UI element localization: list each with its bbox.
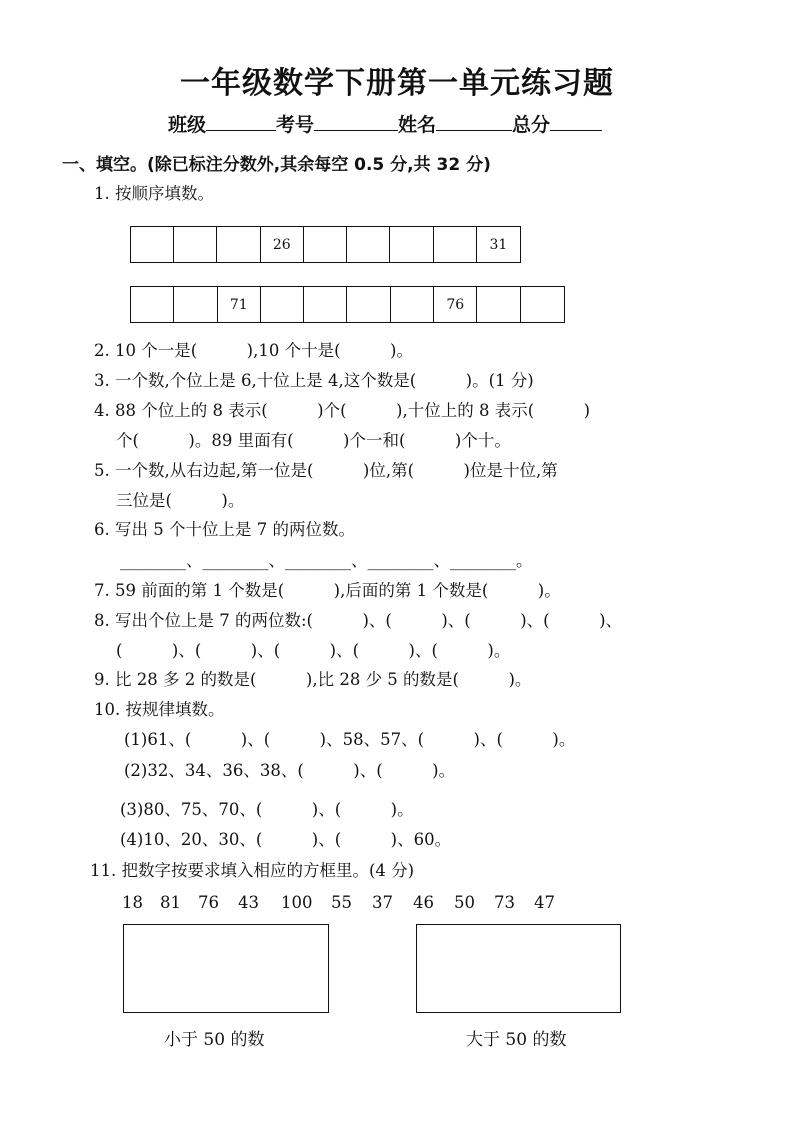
number-item[interactable]: 46	[413, 893, 434, 912]
number-item[interactable]: 37	[372, 893, 393, 912]
class-label: 班级	[168, 114, 207, 136]
question-8-line-1: 8. 写出个位上是 7 的两位数:( )、( )、( )、( )、	[94, 611, 623, 630]
grid-cell: 31	[489, 236, 508, 253]
exam-no-field[interactable]	[314, 112, 398, 131]
number-item[interactable]: 47	[534, 893, 555, 912]
number-list	[122, 893, 555, 913]
less-than-50-box[interactable]	[123, 924, 329, 1013]
question-9: 9. 比 28 多 2 的数是( ),比 28 少 5 的数是( )。	[94, 670, 532, 689]
exam-no-label: 考号	[276, 114, 315, 136]
question-5-line-2: 三位是( )。	[116, 491, 245, 510]
number-item[interactable]: 50	[454, 893, 475, 912]
student-info-line	[168, 110, 602, 137]
question-10-part-2: (2)32、34、36、38、( )、( )。	[124, 761, 456, 780]
grid-cell[interactable]	[347, 227, 390, 262]
greater-than-50-label: 大于 50 的数	[466, 1030, 567, 1050]
grid-cell[interactable]	[434, 227, 477, 262]
number-item[interactable]: 76	[198, 893, 219, 912]
grid-cell[interactable]	[391, 287, 434, 322]
score-label: 总分	[512, 114, 551, 136]
name-label: 姓名	[398, 114, 437, 136]
grid-cell[interactable]	[347, 287, 390, 322]
grid-cell: 26	[261, 227, 304, 262]
number-item[interactable]: 73	[494, 893, 515, 912]
score-field[interactable]	[550, 112, 602, 131]
question-10-part-4: (4)10、20、30、( )、( )、60。	[120, 830, 452, 849]
question-3: 3. 一个数,个位上是 6,十位上是 4,这个数是( )。(1 分)	[94, 371, 534, 390]
grid-cell[interactable]	[131, 227, 174, 262]
grid-cell[interactable]	[131, 287, 174, 322]
grid-cell: 71	[218, 287, 261, 322]
question-10-part-1: (1)61、( )、( )、58、57、( )、( )。	[124, 730, 576, 749]
question-4-line-2: 个( )。89 里面有( )个一和( )个十。	[116, 431, 511, 450]
number-grid-row-2	[130, 286, 565, 323]
grid-cell[interactable]	[174, 287, 217, 322]
question-8-line-2: ( )、( )、( )、( )、( )。	[116, 641, 511, 660]
question-6-answer-lines[interactable]: ________、________、________、________、________。	[120, 551, 533, 570]
question-11: 11. 把数字按要求填入相应的方框里。(4 分)	[90, 861, 415, 880]
grid-cell[interactable]	[477, 287, 520, 322]
greater-than-50-box[interactable]	[416, 924, 621, 1013]
less-than-50-label: 小于 50 的数	[164, 1030, 265, 1050]
question-2: 2. 10 个一是( ),10 个十是( )。	[94, 341, 413, 360]
grid-cell[interactable]	[390, 227, 433, 262]
class-field[interactable]	[206, 112, 276, 131]
grid-cell: 76	[434, 287, 477, 322]
number-item[interactable]: 18	[122, 893, 143, 912]
grid-cell[interactable]	[217, 227, 260, 262]
question-4-line-1: 4. 88 个位上的 8 表示( )个( ),十位上的 8 表示( )	[94, 401, 591, 420]
question-7: 7. 59 前面的第 1 个数是( ),后面的第 1 个数是( )。	[94, 581, 561, 600]
question-10-part-3: (3)80、75、70、( )、( )。	[120, 800, 414, 819]
number-grid-row-1	[130, 226, 521, 263]
question-1: 1. 按顺序填数。	[94, 184, 214, 203]
page-title: 一年级数学下册第一单元练习题	[180, 66, 614, 101]
section-heading: 一、填空。(除已标注分数外,其余每空 0.5 分,共 32 分)	[62, 155, 491, 175]
grid-cell[interactable]	[521, 287, 564, 322]
grid-cell[interactable]	[304, 227, 347, 262]
grid-cell[interactable]	[261, 287, 304, 322]
question-5-line-1: 5. 一个数,从右边起,第一位是( )位,第( )位是十位,第	[94, 461, 558, 480]
question-6: 6. 写出 5 个十位上是 7 的两位数。	[94, 520, 355, 539]
grid-cell[interactable]	[174, 227, 217, 262]
number-item[interactable]: 55	[331, 893, 352, 912]
number-item[interactable]: 100	[281, 893, 313, 912]
grid-cell[interactable]	[304, 287, 347, 322]
name-field[interactable]	[436, 112, 512, 131]
question-10: 10. 按规律填数。	[94, 700, 225, 719]
number-item[interactable]: 43	[238, 893, 259, 912]
number-item[interactable]: 81	[160, 893, 181, 912]
